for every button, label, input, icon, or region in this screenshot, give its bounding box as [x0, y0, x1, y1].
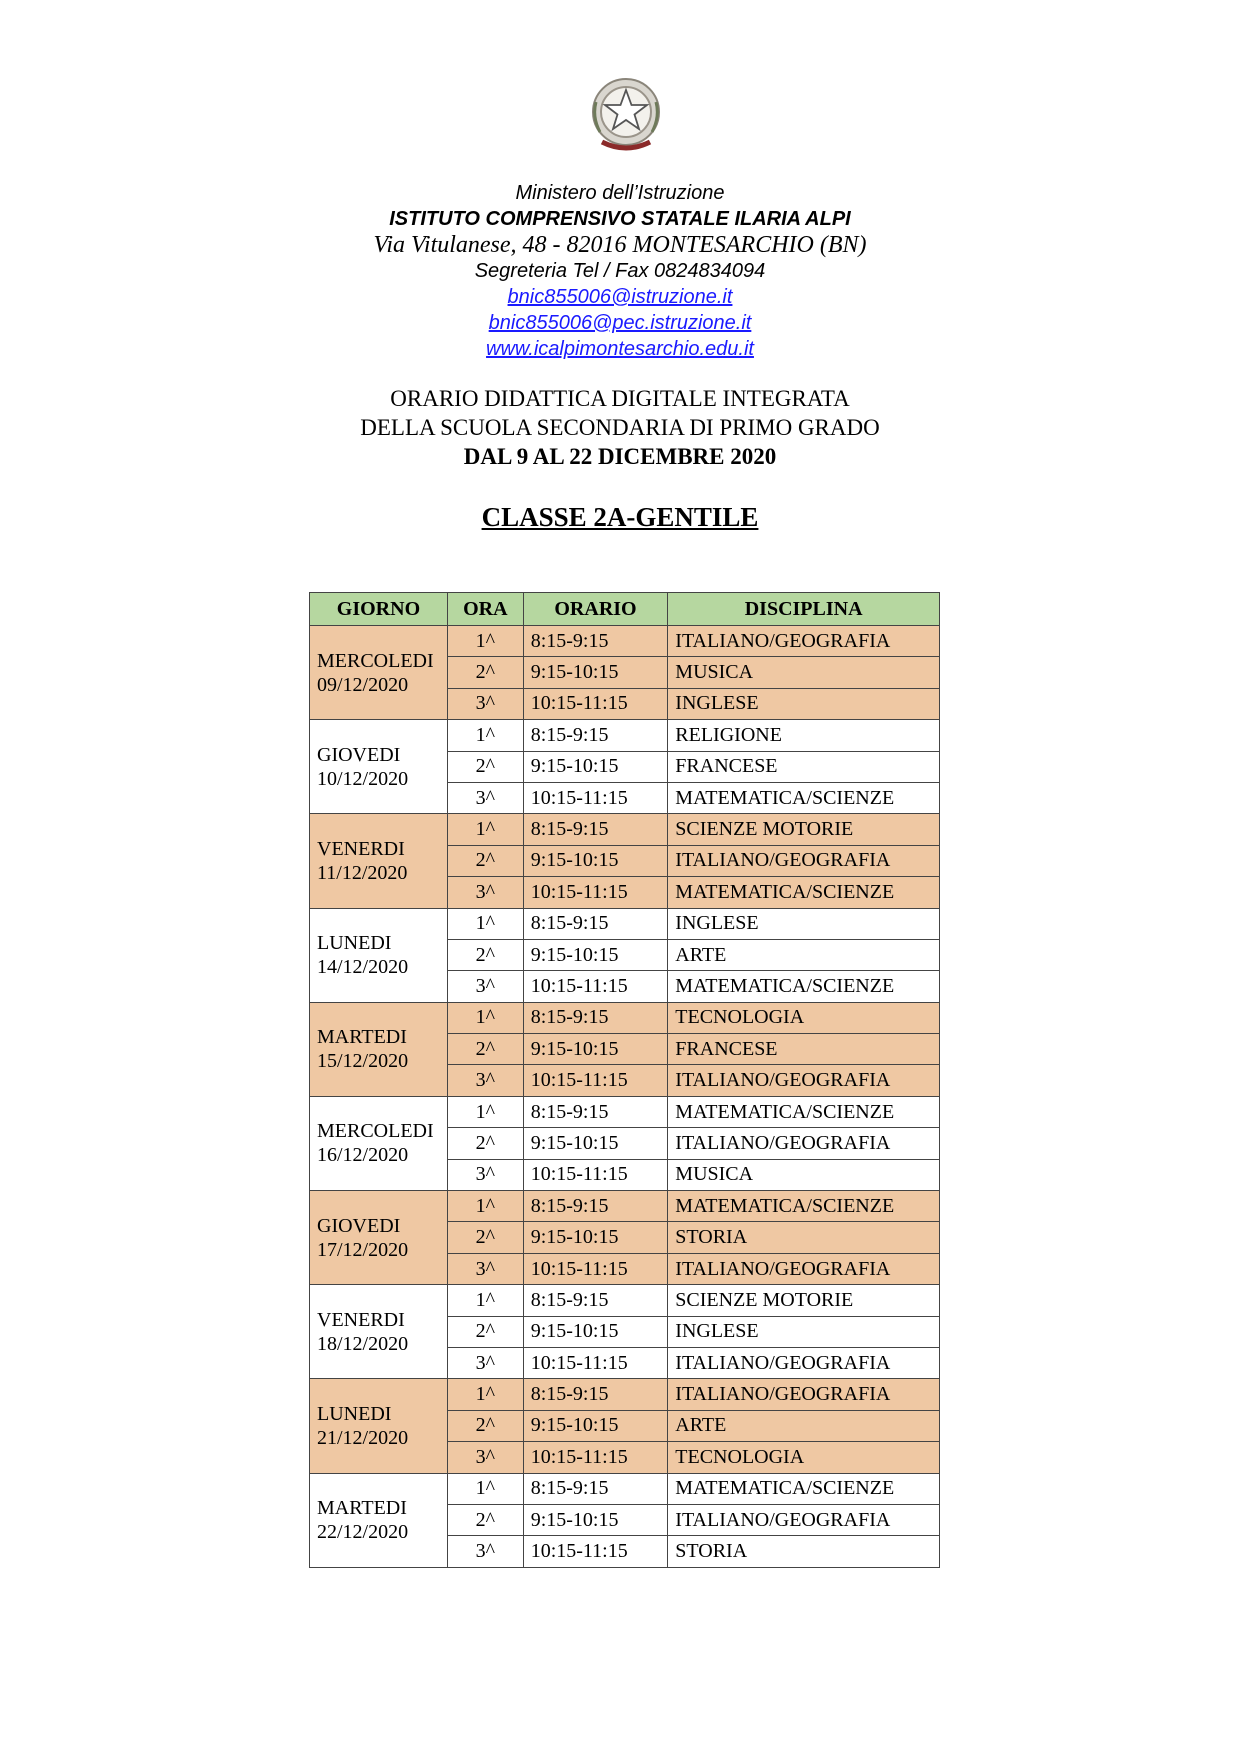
header-giorno: GIORNO [310, 593, 448, 626]
ora-cell: 2^ [447, 1034, 523, 1065]
disciplina-cell: ITALIANO/GEOGRAFIA [668, 626, 940, 657]
orario-cell: 8:15-9:15 [523, 908, 668, 939]
orario-cell: 9:15-10:15 [523, 845, 668, 876]
day-name: LUNEDI [317, 1402, 392, 1425]
day-cell [310, 814, 448, 908]
title-dates: DAL 9 AL 22 DICEMBRE 2020 [463, 444, 777, 469]
email-link[interactable]: bnic855006@istruzione.it [507, 286, 733, 308]
disciplina-cell: RELIGIONE [668, 720, 940, 751]
table-row [310, 1285, 940, 1316]
ora-cell: 1^ [447, 814, 523, 845]
orario-cell: 9:15-10:15 [523, 1504, 668, 1535]
day-cell [310, 720, 448, 814]
disciplina-cell: INGLESE [668, 908, 940, 939]
header-orario: ORARIO [523, 593, 668, 626]
ora-cell: 3^ [447, 971, 523, 1002]
table-row [310, 1191, 940, 1222]
ora-cell: 3^ [447, 1347, 523, 1378]
disciplina-cell: SCIENZE MOTORIE [668, 814, 940, 845]
ora-cell: 3^ [447, 1536, 523, 1567]
orario-cell: 9:15-10:15 [523, 657, 668, 688]
school-header [0, 180, 1240, 362]
table-row [310, 908, 940, 939]
disciplina-cell: TECNOLOGIA [668, 1002, 940, 1033]
day-date: 17/12/2020 [317, 1238, 409, 1261]
ora-cell: 3^ [447, 1159, 523, 1190]
day-cell [310, 1191, 448, 1285]
ora-cell: 3^ [447, 1442, 523, 1473]
day-name: GIOVEDI [317, 1214, 401, 1237]
day-date: 11/12/2020 [317, 861, 408, 884]
orario-cell: 8:15-9:15 [523, 814, 668, 845]
day-name: MERCOLEDI [317, 1120, 434, 1143]
table-row [310, 1096, 940, 1127]
day-name: MARTEDI [317, 1026, 407, 1049]
ora-cell: 3^ [447, 782, 523, 813]
day-cell [310, 1096, 448, 1190]
school-address: Via Vitulanese, 48 - 82016 MONTESARCHIO (BN) [373, 232, 867, 258]
orario-cell: 10:15-11:15 [523, 1159, 668, 1190]
ora-cell: 1^ [447, 626, 523, 657]
disciplina-cell: MATEMATICA/SCIENZE [668, 1473, 940, 1504]
ora-cell: 1^ [447, 1002, 523, 1033]
disciplina-cell: ARTE [668, 939, 940, 970]
day-name: VENERDI [317, 1308, 405, 1331]
day-name: LUNEDI [317, 932, 392, 955]
orario-cell: 10:15-11:15 [523, 877, 668, 908]
ora-cell: 2^ [447, 1316, 523, 1347]
document-title [0, 384, 1240, 471]
orario-cell: 8:15-9:15 [523, 1285, 668, 1316]
ora-cell: 2^ [447, 1128, 523, 1159]
day-date: 09/12/2020 [317, 673, 409, 696]
day-cell [310, 1473, 448, 1567]
orario-cell: 8:15-9:15 [523, 720, 668, 751]
schedule-body [310, 626, 940, 1568]
day-cell [310, 1002, 448, 1096]
day-cell [310, 1285, 448, 1379]
disciplina-cell: ITALIANO/GEOGRAFIA [668, 1379, 940, 1410]
title-line-2: DELLA SCUOLA SECONDARIA DI PRIMO GRADO [360, 415, 880, 440]
disciplina-cell: ITALIANO/GEOGRAFIA [668, 1065, 940, 1096]
disciplina-cell: MUSICA [668, 1159, 940, 1190]
header-ora: ORA [447, 593, 523, 626]
disciplina-cell: INGLESE [668, 688, 940, 719]
orario-cell: 8:15-9:15 [523, 1096, 668, 1127]
orario-cell: 10:15-11:15 [523, 688, 668, 719]
ora-cell: 3^ [447, 1253, 523, 1284]
day-name: MERCOLEDI [317, 649, 434, 672]
disciplina-cell: ITALIANO/GEOGRAFIA [668, 1128, 940, 1159]
day-name: VENERDI [317, 837, 405, 860]
ora-cell: 1^ [447, 1096, 523, 1127]
table-row [310, 720, 940, 751]
day-date: 21/12/2020 [317, 1426, 409, 1449]
ora-cell: 1^ [447, 1191, 523, 1222]
ora-cell: 2^ [447, 1410, 523, 1441]
class-title: CLASSE 2A-GENTILE [481, 502, 759, 532]
day-date: 16/12/2020 [317, 1144, 409, 1167]
disciplina-cell: MATEMATICA/SCIENZE [668, 1191, 940, 1222]
ora-cell: 3^ [447, 1065, 523, 1096]
ora-cell: 2^ [447, 751, 523, 782]
disciplina-cell: INGLESE [668, 1316, 940, 1347]
ora-cell: 1^ [447, 720, 523, 751]
orario-cell: 9:15-10:15 [523, 1316, 668, 1347]
orario-cell: 10:15-11:15 [523, 1536, 668, 1567]
table-row [310, 1379, 940, 1410]
table-row [310, 1473, 940, 1504]
orario-cell: 8:15-9:15 [523, 1379, 668, 1410]
disciplina-cell: ITALIANO/GEOGRAFIA [668, 845, 940, 876]
day-name: MARTEDI [317, 1497, 407, 1520]
disciplina-cell: STORIA [668, 1222, 940, 1253]
disciplina-cell: ITALIANO/GEOGRAFIA [668, 1347, 940, 1378]
disciplina-cell: MATEMATICA/SCIENZE [668, 1096, 940, 1127]
ora-cell: 2^ [447, 1504, 523, 1535]
orario-cell: 9:15-10:15 [523, 1034, 668, 1065]
orario-cell: 9:15-10:15 [523, 1128, 668, 1159]
ministry-name: Ministero dell’Istruzione [515, 182, 725, 204]
orario-cell: 9:15-10:15 [523, 939, 668, 970]
day-cell [310, 1379, 448, 1473]
ora-cell: 2^ [447, 939, 523, 970]
day-date: 14/12/2020 [317, 956, 409, 979]
disciplina-cell: FRANCESE [668, 751, 940, 782]
disciplina-cell: MATEMATICA/SCIENZE [668, 971, 940, 1002]
orario-cell: 10:15-11:15 [523, 1347, 668, 1378]
disciplina-cell: TECNOLOGIA [668, 1442, 940, 1473]
day-date: 18/12/2020 [317, 1332, 409, 1355]
disciplina-cell: SCIENZE MOTORIE [668, 1285, 940, 1316]
table-row [310, 1002, 940, 1033]
ora-cell: 2^ [447, 657, 523, 688]
ora-cell: 2^ [447, 845, 523, 876]
disciplina-cell: FRANCESE [668, 1034, 940, 1065]
disciplina-cell: MATEMATICA/SCIENZE [668, 877, 940, 908]
table-row [310, 814, 940, 845]
disciplina-cell: STORIA [668, 1536, 940, 1567]
disciplina-cell: ARTE [668, 1410, 940, 1441]
orario-cell: 9:15-10:15 [523, 751, 668, 782]
day-cell [310, 626, 448, 720]
ora-cell: 1^ [447, 1285, 523, 1316]
orario-cell: 9:15-10:15 [523, 1222, 668, 1253]
orario-cell: 10:15-11:15 [523, 971, 668, 1002]
pec-link[interactable]: bnic855006@pec.istruzione.it [488, 312, 752, 334]
day-name: GIOVEDI [317, 743, 401, 766]
school-name: ISTITUTO COMPRENSIVO STATALE ILARIA ALPI [389, 208, 851, 230]
day-date: 15/12/2020 [317, 1050, 409, 1073]
title-line-1: ORARIO DIDATTICA DIGITALE INTEGRATA [390, 386, 850, 411]
orario-cell: 9:15-10:15 [523, 1410, 668, 1441]
ora-cell: 1^ [447, 908, 523, 939]
orario-cell: 8:15-9:15 [523, 1002, 668, 1033]
orario-cell: 8:15-9:15 [523, 626, 668, 657]
orario-cell: 8:15-9:15 [523, 1473, 668, 1504]
orario-cell: 10:15-11:15 [523, 1065, 668, 1096]
table-header-row [310, 593, 940, 626]
ora-cell: 3^ [447, 877, 523, 908]
orario-cell: 10:15-11:15 [523, 1442, 668, 1473]
disciplina-cell: ITALIANO/GEOGRAFIA [668, 1504, 940, 1535]
day-date: 10/12/2020 [317, 767, 409, 790]
ora-cell: 3^ [447, 688, 523, 719]
day-date: 22/12/2020 [317, 1521, 409, 1544]
disciplina-cell: MATEMATICA/SCIENZE [668, 782, 940, 813]
table-row [310, 626, 940, 657]
orario-cell: 10:15-11:15 [523, 782, 668, 813]
school-phone: Segreteria Tel / Fax 0824834094 [474, 260, 766, 282]
header-disciplina: DISCIPLINA [668, 593, 940, 626]
disciplina-cell: MUSICA [668, 657, 940, 688]
ora-cell: 2^ [447, 1222, 523, 1253]
disciplina-cell: ITALIANO/GEOGRAFIA [668, 1253, 940, 1284]
orario-cell: 8:15-9:15 [523, 1191, 668, 1222]
republic-emblem-icon [588, 72, 664, 156]
ora-cell: 1^ [447, 1473, 523, 1504]
website-link[interactable]: www.icalpimontesarchio.edu.it [486, 338, 754, 360]
schedule-table [309, 592, 940, 1568]
day-cell [310, 908, 448, 1002]
ora-cell: 1^ [447, 1379, 523, 1410]
orario-cell: 10:15-11:15 [523, 1253, 668, 1284]
